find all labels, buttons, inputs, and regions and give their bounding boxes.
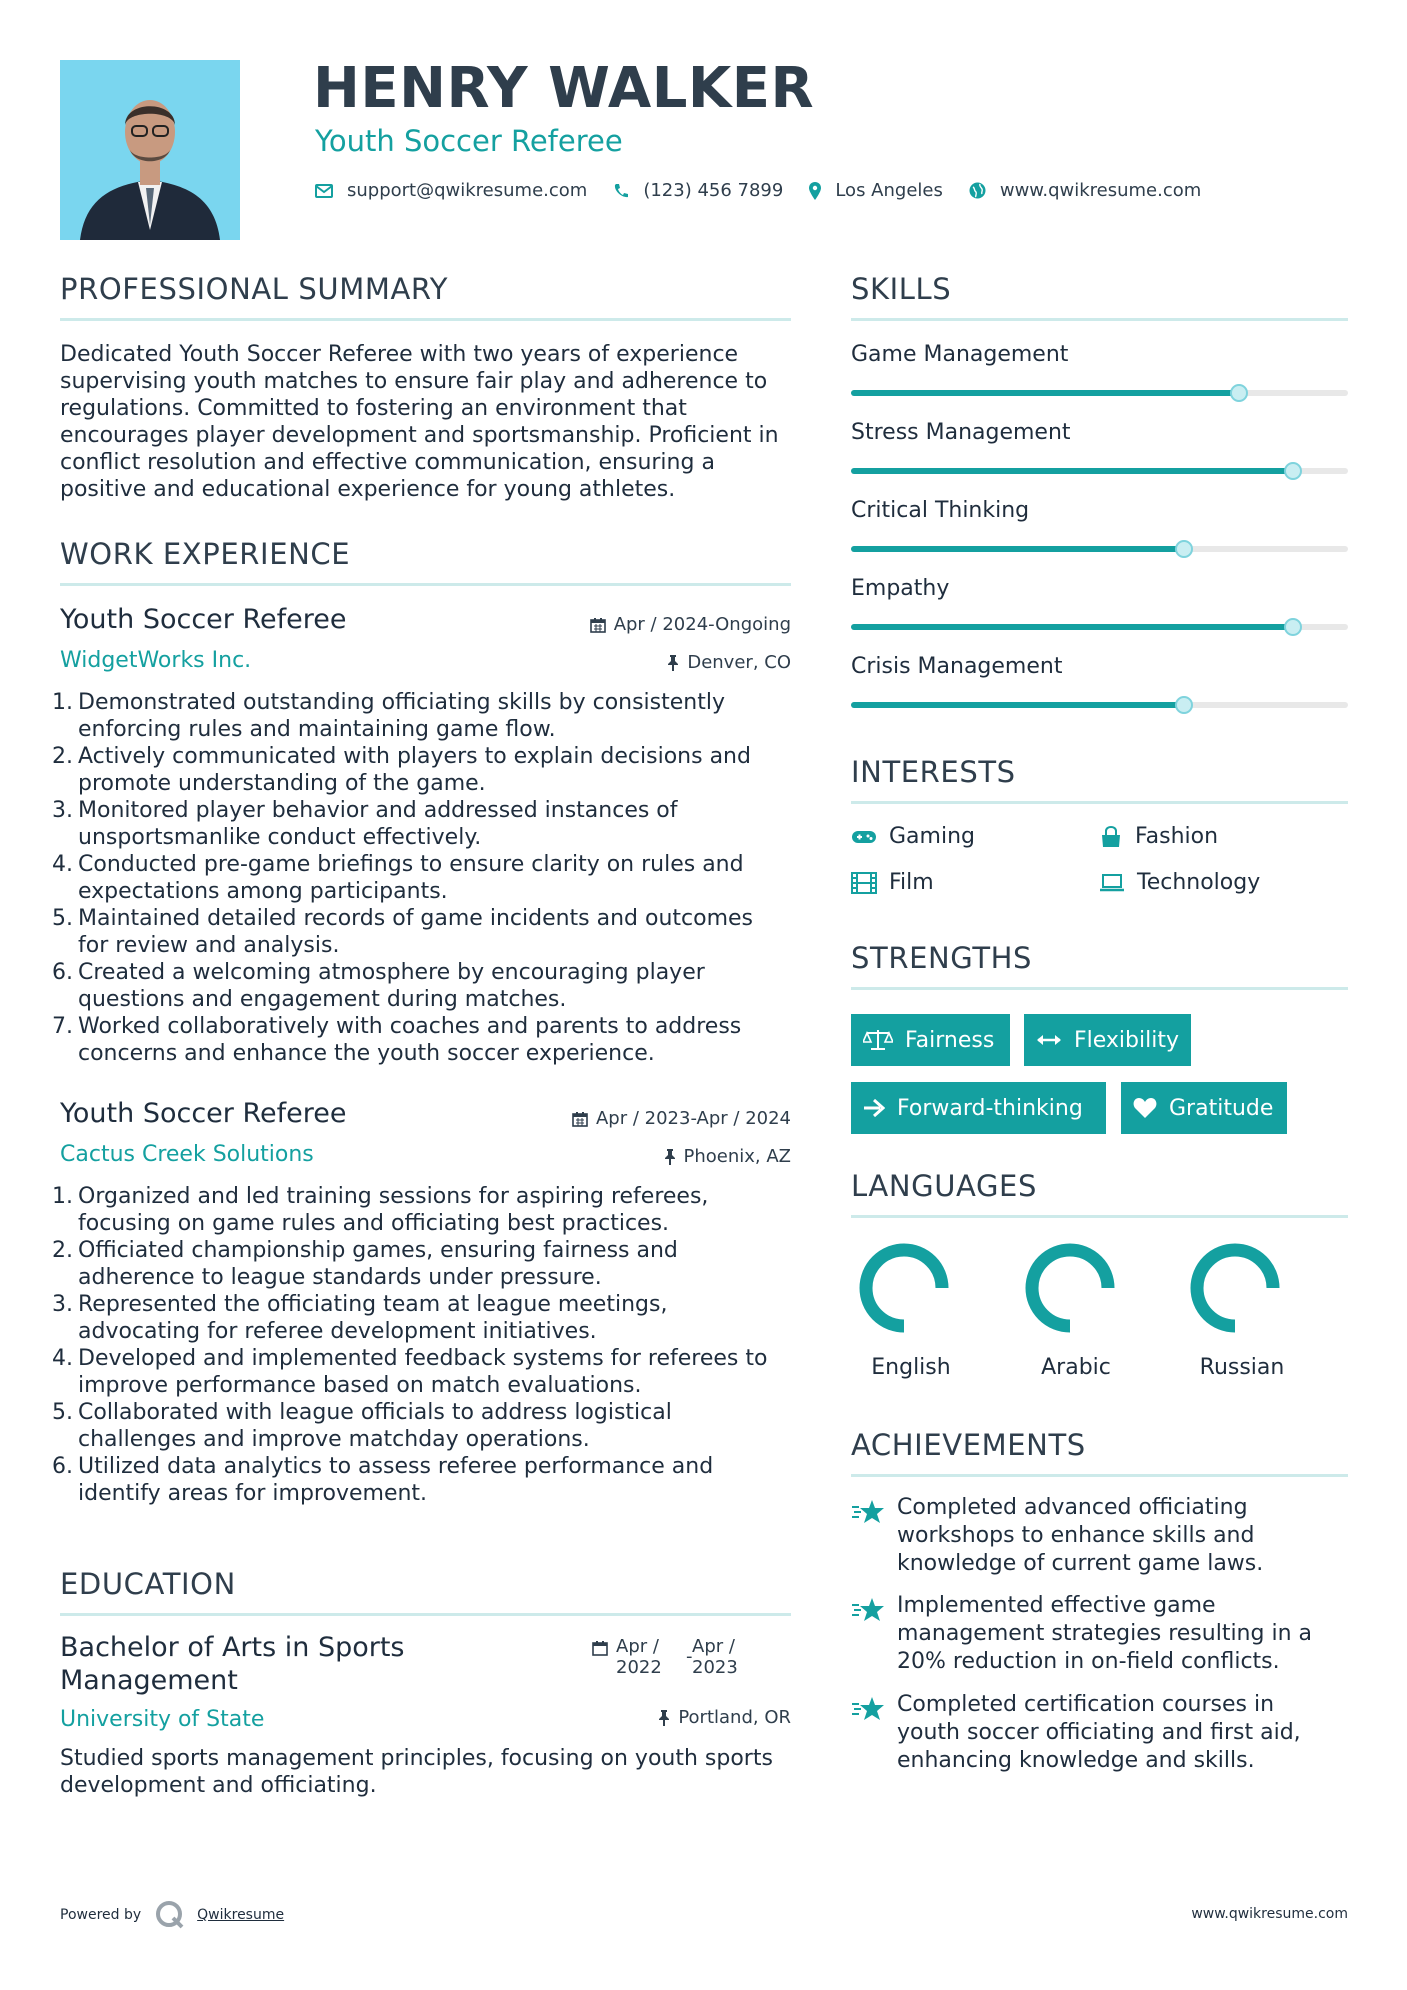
date-separator: - <box>686 1646 693 1667</box>
contact-bar <box>315 180 1227 201</box>
star-icon <box>851 1498 885 1526</box>
job-location <box>667 652 791 673</box>
section-divider <box>851 1215 1348 1218</box>
skill-bar <box>851 702 1348 708</box>
skill-name: Crisis Management <box>851 654 1063 679</box>
section-heading: WORK EXPERIENCE <box>60 537 351 571</box>
skill-bar-knob <box>1175 696 1193 714</box>
job-location <box>664 1146 792 1167</box>
list-item: 6. Created a welcoming atmosphere by encouraging player questions and engagement during matches. <box>52 960 705 1012</box>
list-item: 2. Actively communicated with players to explain decisions and promote understanding of the game. <box>52 744 751 796</box>
list-item: 6. Utilized data analytics to assess referee performance and identify areas for improvement. <box>52 1454 714 1506</box>
end-date: Apr / 2023 <box>692 1636 738 1678</box>
language-name: English <box>871 1355 951 1380</box>
qwikresume-logo-icon <box>155 1900 185 1930</box>
heart-icon <box>1133 1097 1157 1119</box>
section-heading: SKILLS <box>851 272 952 306</box>
envelope-icon <box>315 184 333 198</box>
section-divider <box>60 1613 791 1616</box>
education-location: Portland, OR <box>658 1707 791 1728</box>
achievement-item: Completed advanced officiating workshops to enhance skills and knowledge of current game laws. <box>851 1494 1348 1578</box>
pushpin-icon <box>667 655 679 671</box>
phone-icon <box>613 183 629 199</box>
location-text: Los Angeles <box>835 180 943 201</box>
skill-name: Critical Thinking <box>851 498 1030 523</box>
strength-tag: Forward-thinking <box>851 1082 1106 1134</box>
language-ring <box>1024 1242 1116 1334</box>
achievement-item: Completed certification courses in youth soccer officiating and first aid, enhancing knowledge and skills. <box>851 1691 1348 1775</box>
calendar-icon <box>592 1640 608 1656</box>
company-name: WidgetWorks Inc. <box>60 648 252 673</box>
section-divider <box>60 583 791 586</box>
job-date-text: Apr / 2023-Apr / 2024 <box>595 1108 791 1129</box>
education-section-header <box>60 1567 791 1616</box>
pushpin-icon <box>658 1710 670 1726</box>
language-name: Arabic <box>1041 1355 1111 1380</box>
strengths-section-header <box>851 941 1348 990</box>
brand-link[interactable]: Qwikresume <box>197 1907 285 1923</box>
skill-bar-fill <box>851 390 1239 396</box>
strength-tag: Fairness <box>851 1014 1010 1066</box>
calendar-icon <box>590 617 606 633</box>
language-ring <box>858 1242 950 1334</box>
achievement-item: Implemented effective game management strategies resulting in a 20% reduction in on-field conflicts. <box>851 1592 1348 1676</box>
phone-text: (123) 456 7899 <box>643 180 784 201</box>
skill-bar-fill <box>851 546 1184 552</box>
skill-name: Stress Management <box>851 420 1071 445</box>
skill-bar-knob <box>1175 540 1193 558</box>
job-date-text: Apr / 2024-Ongoing <box>613 614 791 635</box>
job-date <box>572 1108 791 1129</box>
section-heading: STRENGTHS <box>851 941 1033 975</box>
section-divider <box>851 1474 1348 1477</box>
school-name: University of State <box>60 1707 265 1732</box>
skill-bar-knob <box>1284 618 1302 636</box>
contact-email[interactable] <box>315 180 587 201</box>
list-item: 3. Represented the officiating team at league meetings, advocating for referee development initiatives. <box>52 1292 668 1344</box>
list-item: 5. Collaborated with league officials to address logistical challenges and improve matchday operations. <box>52 1400 672 1452</box>
person-avatar-icon <box>60 60 240 240</box>
list-item: 2. Officiated championship games, ensuring fairness and adherence to league standards under pressure. <box>52 1238 678 1290</box>
email-text: support@qwikresume.com <box>347 180 588 201</box>
section-heading: PROFESSIONAL SUMMARY <box>60 272 449 306</box>
skill-bar <box>851 624 1348 630</box>
job-date <box>590 614 791 635</box>
list-item: 1. Organized and led training sessions for aspiring referees, focusing on game rules and officiating best practices. <box>52 1184 709 1236</box>
list-item: 1. Demonstrated outstanding officiating skills by consistently enforcing rules and maintaining game flow. <box>52 690 725 742</box>
job-title: Youth Soccer Referee <box>60 1098 347 1129</box>
list-item: 4. Developed and implemented feedback systems for referees to improve performance based on match evaluations. <box>52 1346 768 1398</box>
calendar-icon <box>572 1111 588 1127</box>
section-divider <box>60 318 791 321</box>
list-item: 4. Conducted pre-game briefings to ensure clarity on rules and expectations among participants. <box>52 852 744 904</box>
shopping-bag-icon <box>1099 825 1123 849</box>
education-description: Studied sports management principles, focusing on youth sports development and officiating. <box>60 1746 773 1798</box>
job-title: Youth Soccer Referee <box>60 604 347 635</box>
languages-section-header <box>851 1169 1348 1218</box>
profile-photo <box>60 60 240 240</box>
skill-bar-knob <box>1230 384 1248 402</box>
list-item: 7. Worked collaboratively with coaches and parents to address concerns and enhance the youth soccer experience. <box>52 1014 742 1066</box>
company-name: Cactus Creek Solutions <box>60 1142 314 1167</box>
candidate-title: Youth Soccer Referee <box>315 124 623 158</box>
skill-bar-fill <box>851 468 1293 474</box>
summary-text: Dedicated Youth Soccer Referee with two years of experience supervising youth matches to ensure fair play and adherence to regulations. Committed to fostering an environment that encourages player development and sportsmanship. Proficient in conflict resolution and effective communication, ensuring a positive and educational experience for young athletes. <box>60 342 779 502</box>
skill-name: Empathy <box>851 576 950 601</box>
star-icon <box>851 1695 885 1723</box>
arrow-right-icon <box>863 1098 885 1118</box>
job-location-text: Phoenix, AZ <box>683 1146 791 1167</box>
list-item: 3. Monitored player behavior and addressed instances of unsportsmanlike conduct effectively. <box>52 798 678 850</box>
strength-tag: Flexibility <box>1024 1014 1191 1066</box>
powered-by-label: Powered by <box>60 1907 142 1923</box>
strength-tag: Gratitude <box>1121 1082 1287 1134</box>
footer-website[interactable]: www.qwikresume.com <box>1191 1906 1348 1922</box>
section-divider <box>851 987 1348 990</box>
interest-item: Fashion <box>1099 824 1218 849</box>
start-date: Apr / 2022 <box>616 1636 662 1678</box>
candidate-name: HENRY WALKER <box>313 56 815 121</box>
pushpin-icon <box>664 1149 676 1165</box>
balance-scale-icon <box>863 1028 893 1052</box>
section-heading: EDUCATION <box>60 1567 236 1601</box>
interest-item: Film <box>851 870 934 895</box>
star-icon <box>851 1596 885 1624</box>
globe-icon <box>969 182 986 199</box>
skill-name: Game Management <box>851 342 1069 367</box>
achievements-section-header <box>851 1428 1348 1477</box>
website-text: www.qwikresume.com <box>999 180 1202 201</box>
skill-bar-fill <box>851 702 1184 708</box>
skill-bar <box>851 468 1348 474</box>
skills-section-header <box>851 272 1348 321</box>
section-divider <box>851 318 1348 321</box>
skill-bar-knob <box>1284 462 1302 480</box>
laptop-icon <box>1099 873 1125 893</box>
interests-section-header <box>851 755 1348 804</box>
arrows-horizontal-icon <box>1036 1033 1062 1047</box>
section-divider <box>851 801 1348 804</box>
gamepad-icon <box>851 829 877 845</box>
contact-location <box>809 180 943 201</box>
interest-item: Technology <box>1099 870 1260 895</box>
language-name: Russian <box>1199 1355 1285 1380</box>
interest-item: Gaming <box>851 824 975 849</box>
section-heading: ACHIEVEMENTS <box>851 1428 1086 1462</box>
skill-bar-fill <box>851 624 1293 630</box>
job-bullets <box>52 689 792 1067</box>
education-dates <box>592 1636 776 1678</box>
footer-powered-by <box>60 1900 284 1930</box>
section-heading: LANGUAGES <box>851 1169 1037 1203</box>
section-heading: INTERESTS <box>851 755 1016 789</box>
job-location-text: Denver, CO <box>687 652 791 673</box>
experience-section-header <box>60 537 791 586</box>
contact-phone[interactable] <box>613 180 783 201</box>
degree-title: Bachelor of Arts in Sports Management <box>60 1632 405 1696</box>
list-item: 5. Maintained detailed records of game incidents and outcomes for review and analysis. <box>52 906 754 958</box>
summary-section-header <box>60 272 791 321</box>
language-ring <box>1189 1242 1281 1334</box>
job-bullets <box>52 1183 792 1507</box>
skill-bar <box>851 546 1348 552</box>
film-icon <box>851 872 877 894</box>
map-pin-icon <box>809 182 821 200</box>
skill-bar <box>851 390 1348 396</box>
contact-website[interactable] <box>969 180 1201 201</box>
